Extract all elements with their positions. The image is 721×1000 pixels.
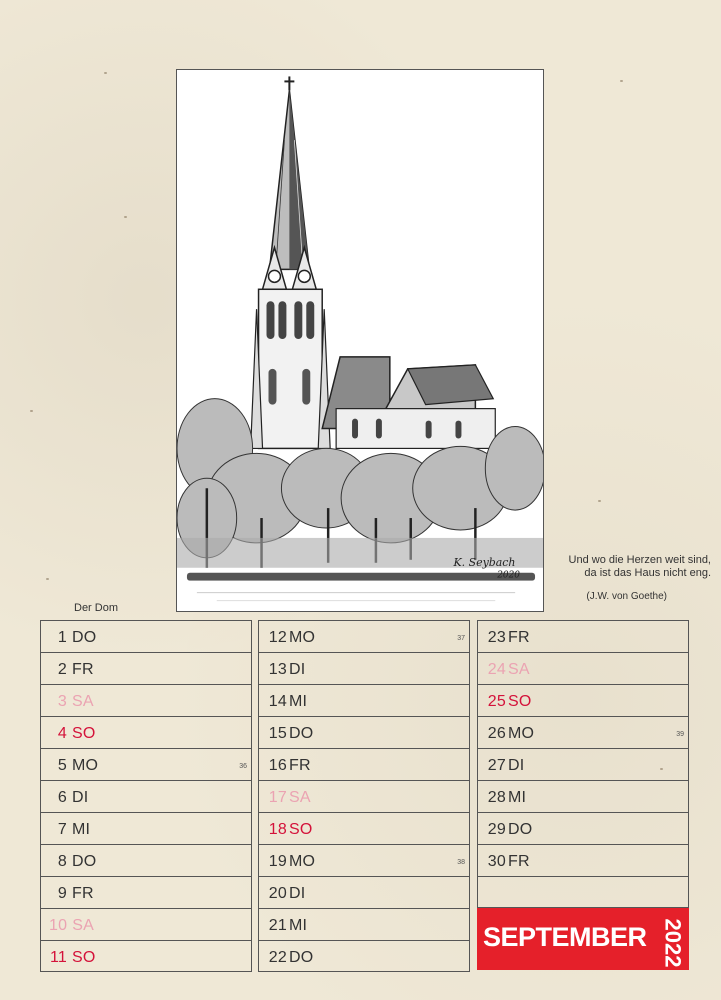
day-cell	[477, 716, 689, 748]
day-number: 8	[57, 853, 67, 870]
day-cell	[40, 748, 252, 780]
day-cell	[40, 620, 252, 652]
day-label	[49, 853, 96, 871]
weekday-abbr: SO	[72, 949, 96, 966]
day-label	[267, 853, 315, 871]
day-label	[267, 821, 313, 839]
day-cell	[258, 620, 470, 652]
day-number: 4	[57, 725, 67, 742]
day-cell	[40, 684, 252, 716]
day-label	[267, 885, 305, 903]
weekday-abbr: MI	[289, 693, 308, 710]
day-number: 6	[57, 789, 67, 806]
day-number: 15	[268, 725, 287, 742]
week-number: 36	[239, 763, 247, 770]
day-number: 26	[487, 725, 506, 742]
day-cell	[258, 908, 470, 940]
day-cell	[40, 652, 252, 684]
day-number: 18	[268, 821, 287, 838]
day-label	[49, 789, 88, 807]
day-number: 13	[268, 661, 287, 678]
weekday-abbr: DO	[289, 725, 314, 742]
day-number: 25	[487, 693, 506, 710]
quote-text	[549, 554, 711, 580]
day-label	[486, 661, 530, 679]
paper-speck	[124, 216, 127, 218]
day-cell	[40, 940, 252, 972]
day-cell	[258, 940, 470, 972]
week-number: 39	[676, 731, 684, 738]
weekday-abbr: MO	[508, 725, 535, 742]
day-number: 11	[49, 949, 67, 966]
day-number: 2	[57, 661, 67, 678]
weekday-abbr: MO	[72, 757, 99, 774]
day-label	[486, 725, 534, 743]
day-number: 7	[57, 821, 67, 838]
calendar-column-3	[477, 620, 689, 908]
day-cell	[477, 844, 689, 876]
day-number: 9	[57, 885, 67, 902]
day-label	[49, 693, 94, 711]
day-label	[49, 629, 96, 647]
day-label	[49, 757, 98, 775]
day-label	[267, 725, 313, 743]
empty-cell	[477, 876, 689, 908]
weekday-abbr: MO	[289, 629, 316, 646]
month-name: SEPTEMBER	[483, 922, 647, 952]
day-number: 30	[487, 853, 506, 870]
day-cell	[40, 716, 252, 748]
day-number: 23	[487, 629, 506, 646]
day-number: 17	[268, 789, 287, 806]
day-cell	[258, 812, 470, 844]
weekday-abbr: SO	[72, 725, 96, 742]
day-label	[267, 949, 313, 967]
day-label	[49, 885, 94, 903]
weekday-abbr: DO	[72, 853, 97, 870]
weekday-abbr: FR	[72, 661, 94, 678]
weekday-abbr: FR	[508, 853, 530, 870]
day-label	[486, 757, 524, 775]
weekday-abbr: SO	[508, 693, 532, 710]
day-cell	[477, 684, 689, 716]
day-number: 19	[268, 853, 287, 870]
month-year: 2022	[660, 918, 686, 968]
svg-text:K. Seybach: K. Seybach	[453, 555, 516, 569]
weekday-abbr: FR	[508, 629, 530, 646]
weekday-abbr: SA	[508, 661, 530, 678]
weekday-abbr: SA	[72, 693, 94, 710]
day-number: 20	[268, 885, 287, 902]
weekday-abbr: MO	[289, 853, 316, 870]
weekday-abbr: SA	[72, 917, 94, 934]
day-label	[267, 789, 311, 807]
day-label	[49, 949, 96, 967]
day-cell	[40, 908, 252, 940]
day-label	[49, 661, 94, 679]
day-number: 5	[57, 757, 67, 774]
day-number: 14	[268, 693, 287, 710]
day-label	[486, 789, 526, 807]
day-number: 16	[268, 757, 287, 774]
day-number: 1	[57, 629, 67, 646]
day-label	[49, 725, 96, 743]
paper-speck	[30, 410, 33, 412]
day-number: 12	[268, 629, 287, 646]
day-cell	[258, 780, 470, 812]
calendar-column-1	[40, 620, 252, 972]
day-label	[49, 821, 90, 839]
illustration-caption: Der Dom	[74, 602, 119, 614]
day-label	[486, 693, 532, 711]
day-number: 24	[487, 661, 506, 678]
day-label	[486, 853, 530, 871]
day-cell	[258, 844, 470, 876]
day-label	[267, 757, 311, 775]
quote-line-2: da ist das Haus nicht eng.	[584, 567, 711, 579]
day-label	[267, 693, 307, 711]
day-cell	[40, 876, 252, 908]
paper-speck	[598, 500, 601, 502]
weekday-abbr: DI	[289, 885, 306, 902]
day-cell	[40, 844, 252, 876]
day-number: 21	[268, 917, 287, 934]
day-label	[486, 629, 530, 647]
day-number: 29	[487, 821, 506, 838]
day-cell	[477, 812, 689, 844]
day-label	[49, 917, 94, 935]
cathedral-illustration	[176, 69, 544, 612]
day-cell	[258, 748, 470, 780]
day-cell	[477, 652, 689, 684]
month-banner	[477, 908, 689, 970]
svg-text:2020: 2020	[497, 570, 520, 581]
paper-speck	[104, 72, 107, 74]
weekday-abbr: FR	[289, 757, 311, 774]
day-number: 3	[57, 693, 67, 710]
day-cell	[258, 716, 470, 748]
day-number: 10	[49, 917, 68, 934]
day-label	[267, 661, 305, 679]
weekday-abbr: DI	[289, 661, 306, 678]
weekday-abbr: DI	[508, 757, 525, 774]
day-cell	[477, 748, 689, 780]
weekday-abbr: MI	[72, 821, 91, 838]
day-label	[267, 629, 315, 647]
day-cell	[477, 780, 689, 812]
week-number: 38	[457, 859, 465, 866]
day-number: 28	[487, 789, 506, 806]
weekday-abbr: DO	[508, 821, 533, 838]
weekday-abbr: DO	[289, 949, 314, 966]
weekday-abbr: DO	[72, 629, 97, 646]
day-cell	[40, 812, 252, 844]
day-cell	[258, 684, 470, 716]
week-number: 37	[457, 635, 465, 642]
day-label	[486, 821, 532, 839]
quote-line-1: Und wo die Herzen weit sind,	[568, 554, 711, 566]
paper-speck	[46, 578, 49, 580]
weekday-abbr: SO	[289, 821, 313, 838]
paper-speck	[620, 80, 623, 82]
quote-author: (J.W. von Goethe)	[586, 591, 667, 602]
calendar-column-2	[258, 620, 470, 972]
weekday-abbr: MI	[289, 917, 308, 934]
day-cell	[477, 620, 689, 652]
day-cell	[258, 876, 470, 908]
day-cell	[40, 780, 252, 812]
day-number: 22	[268, 949, 287, 966]
day-number: 27	[487, 757, 506, 774]
weekday-abbr: FR	[72, 885, 94, 902]
weekday-abbr: MI	[508, 789, 527, 806]
weekday-abbr: DI	[72, 789, 89, 806]
day-cell	[258, 652, 470, 684]
day-label	[267, 917, 307, 935]
weekday-abbr: SA	[289, 789, 311, 806]
